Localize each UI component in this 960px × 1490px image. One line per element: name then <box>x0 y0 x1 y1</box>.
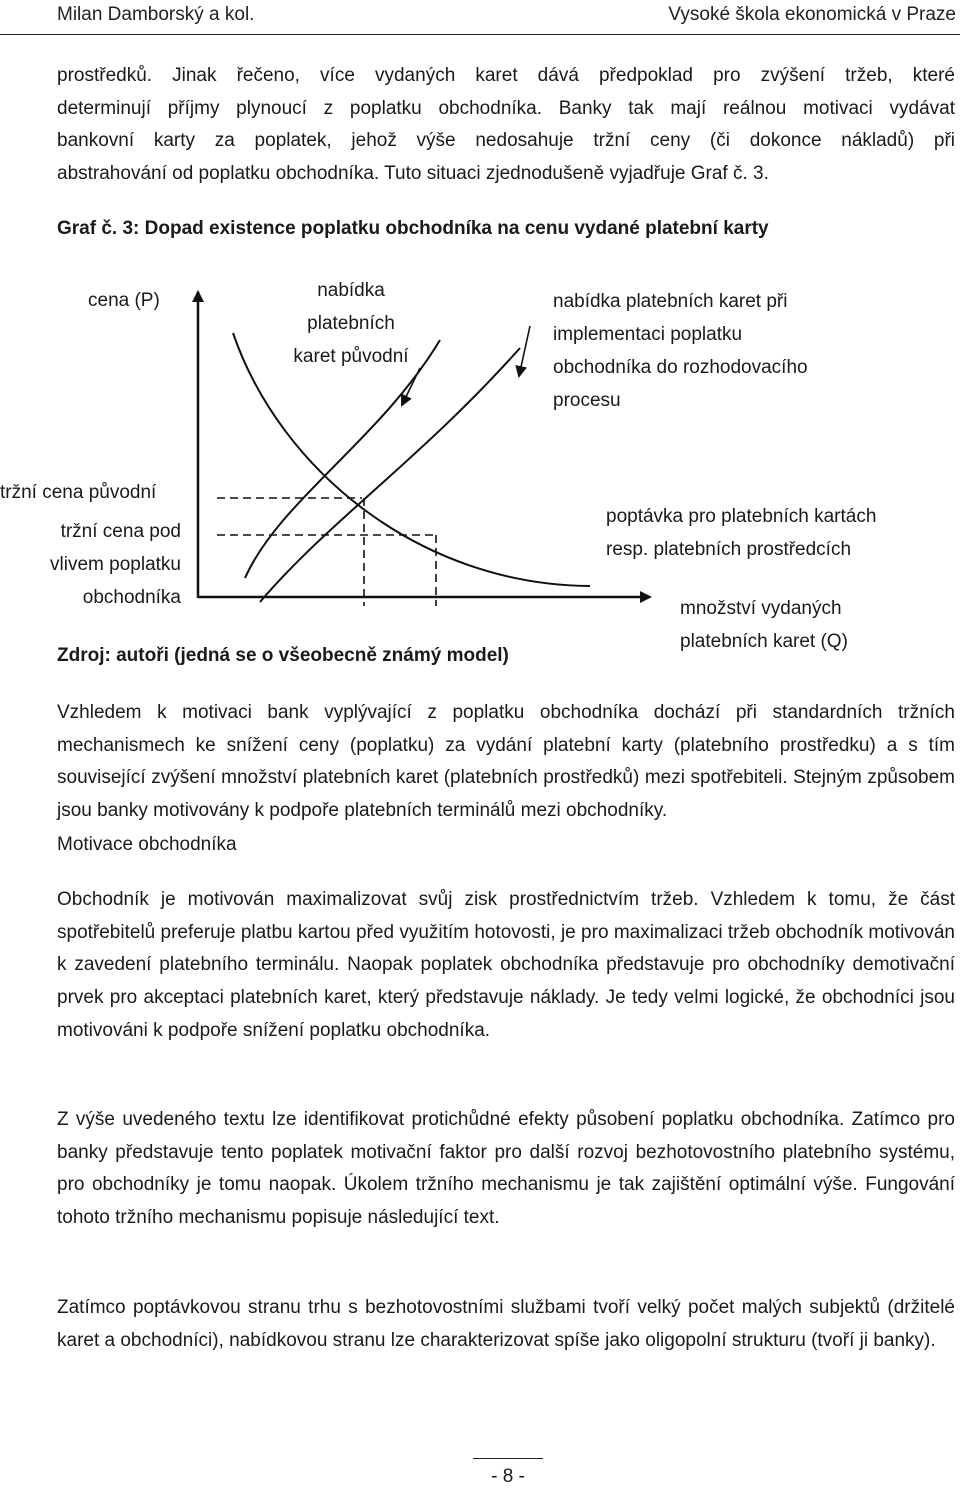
label-x-axis-2: platebních karet (Q) <box>680 631 848 652</box>
body-paragraph-3: Z výše uvedeného textu lze identifikovat protichůdné efekty působení poplatku obchodníka. Zatímco pro banky představuje tento poplatek motivační faktor pro další rozvoj bezhotovostního platebního systému, pro obchodníky je tomu naopak. Úkolem tržního mechanismu je tak zajištění optimální výše. Fungování tohoto tržního mechanismu popisuje následující text. <box>57 1109 955 1229</box>
figure-source: Zdroj: autoři (jedná se o všeobecně známý model) <box>57 645 509 666</box>
body-paragraph-2: Obchodník je motivován maximalizovat svůj zisk prostřednictvím tržeb. Vzhledem k tomu, že část spotřebitelů preferuje platbu kartou před využitím hotovosti, je pro maximalizaci tržeb obchodník motivován k zavedení platebního terminálu. Naopak poplatek obchodníka představuje pro obchodníky demotivační prvek pro akceptaci platebních karet, který představuje náklady. Je tedy velmi logické, že obchodníci jsou motivováni k podpoře snížení poplatku obchodníka. <box>57 889 955 1041</box>
label-supply-fee-1: nabídka platebních karet při <box>553 291 788 312</box>
body-paragraph-1: Vzhledem k motivaci bank vyplývající z poplatku obchodníka dochází při standardních tržních mechanismech ke snížení ceny (poplatku) za vydání platební karty (platebního prostředku) a s tím související zvýšení množství platebních karet (platebních prostředků) mezi spotřebiteli. Stejným způsobem jsou banky motivovány k podpoře platebních terminálů mezi obchodníky. <box>57 702 955 822</box>
body-paragraph-4: Zatímco poptávkovou stranu trhu s bezhotovostními službami tvoří velký počet malých subjektů (držitelé karet a obchodníci), nabídkovou stranu lze charakterizovat spíše jako oligopolní strukturu (tvoří ji banky). <box>57 1297 955 1351</box>
label-price-original: tržní cena původní <box>0 482 157 503</box>
label-x-axis <box>680 592 848 658</box>
label-x-axis-1: množství vydaných <box>680 598 842 619</box>
label-supply-fee-4: procesu <box>553 390 621 411</box>
label-supply-original-1: nabídka <box>317 280 385 301</box>
label-supply-original <box>266 274 436 373</box>
supply-curve-with-fee <box>260 348 520 602</box>
label-supply-with-fee <box>553 285 808 417</box>
label-supply-fee-3: obchodníka do rozhodovacího <box>553 357 808 378</box>
label-price-with-fee <box>0 515 181 614</box>
label-demand-1: poptávka pro platebních kartách <box>606 506 877 527</box>
label-price-fee-2: vlivem poplatku <box>50 554 181 575</box>
intro-line-2: determinují příjmy plynoucí z poplatku obchodníka. Banky tak mají reálnou motivaci vydávat <box>57 97 955 119</box>
label-supply-original-2: platebních <box>307 313 395 334</box>
intro-line-1: prostředků. Jinak řečeno, více vydaných karet dává předpoklad pro zvýšení tržeb, které <box>57 65 955 86</box>
supply-curve-original <box>245 340 440 578</box>
figure-caption: Graf č. 3: Dopad existence poplatku obchodníka na cenu vydané platební karty <box>57 218 769 239</box>
intro-line-4: abstrahování od poplatku obchodníka. Tuto situaci zjednodušeně vyjadřuje Graf č. 3. <box>57 163 769 185</box>
label-price-fee-1: tržní cena pod <box>60 521 181 542</box>
label-demand-2: resp. platebních prostředcích <box>606 539 852 560</box>
label-y-axis: cena (P) <box>88 290 160 311</box>
pointer-supply-fee <box>519 326 530 376</box>
label-supply-original-3: karet původní <box>293 346 409 367</box>
header-institution: Vysoké škola ekonomická v Praze <box>668 4 956 25</box>
label-supply-fee-2: implementaci poplatku <box>553 324 743 345</box>
label-demand <box>606 500 876 566</box>
label-price-fee-3: obchodníka <box>82 587 181 608</box>
page-number: - 8 - <box>491 1466 525 1487</box>
footer-divider <box>473 1458 543 1459</box>
pointer-supply-original <box>402 368 420 405</box>
intro-line-3: bankovní karty za poplatek, jehož výše nedosahuje tržní ceny (či dokonce nákladů) při <box>57 130 955 152</box>
subheading-merchant-motivation: Motivace obchodníka <box>57 834 237 855</box>
header-author: Milan Damborský a kol. <box>57 4 255 25</box>
